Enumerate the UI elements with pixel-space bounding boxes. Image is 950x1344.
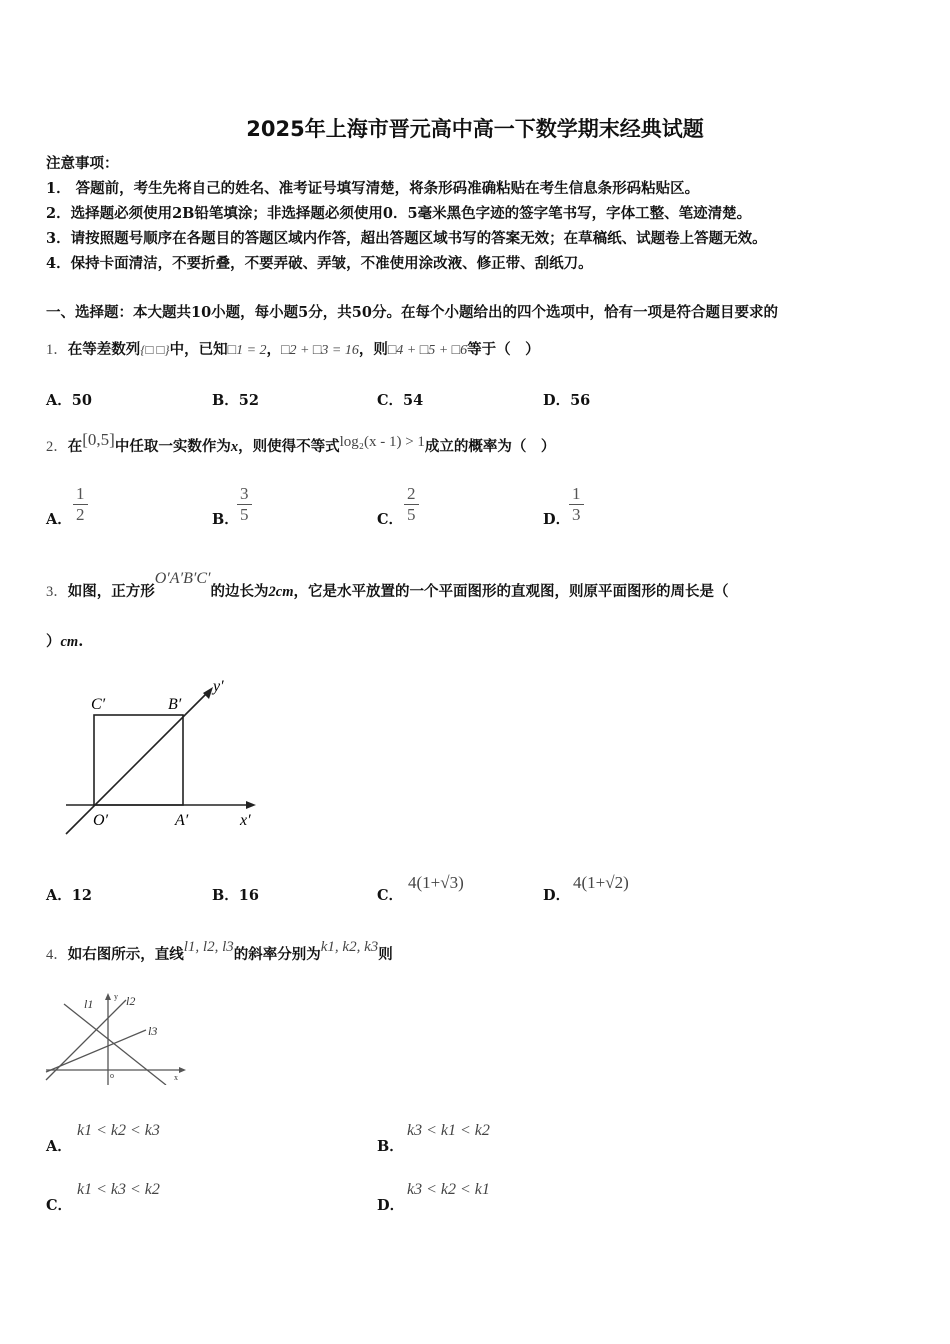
q3-text: 如图，正方形: [67, 583, 155, 600]
q4-text: 如右图所示，直线: [67, 946, 184, 963]
notice-item-2: 2．选择题必须使用2B铅笔填涂；非选择题必须使用0．5毫米黑色字迹的签字笔书写，字体工整、笔迹清楚。: [46, 205, 752, 222]
label-l3: l3: [148, 1024, 158, 1038]
q1-condition-2: □2 + □3 = 16: [281, 343, 359, 358]
q3-text-4: ）: [46, 633, 61, 650]
y-axis: [66, 690, 210, 834]
q4-option-c-label[interactable]: C．: [46, 1197, 73, 1214]
q3-unit: cm: [60, 634, 79, 650]
q1-sequence: {□ □}: [140, 342, 170, 357]
q3-figure: [60, 672, 270, 842]
q2-variable: x: [230, 439, 239, 455]
q2-option-d-label[interactable]: D．: [543, 511, 571, 528]
x-axis-arrow: [246, 801, 256, 809]
label-a: A′: [175, 812, 189, 829]
q3-period: .: [78, 633, 84, 650]
page-title: 2025年上海市晋元高中高一下数学期末经典试题: [246, 117, 704, 141]
q4-option-a-value[interactable]: k1 < k2 < k3: [77, 1122, 160, 1139]
q2-option-a-fraction[interactable]: $\frac{1}{2}$: [73, 484, 88, 525]
q1-text-2: 中，已知: [169, 341, 228, 358]
question-3-line-1: [46, 570, 729, 601]
q2-option-c-fraction[interactable]: $\frac{2}{5}$: [404, 484, 419, 525]
q4-option-d-value[interactable]: k3 < k2 < k1: [407, 1181, 490, 1198]
q3-text-3: ，它是水平放置的一个平面图形的直观图，则原平面图形的周长是（: [293, 583, 729, 600]
question-3-line-2: [46, 630, 83, 651]
label-c: C′: [91, 696, 106, 713]
notice-item-3: 3．请按照题号顺序在各题目的答题区域内作答，超出答题区域书写的答案无效；在草稿纸、试题卷上答题无效。: [46, 230, 767, 247]
label-y: y: [114, 992, 118, 1001]
q4-number: 4．: [46, 947, 68, 963]
q2-text-3: ，则使得不等式: [238, 438, 340, 455]
label-o: O′: [93, 812, 109, 829]
q1-text-4: 等于（ ）: [467, 341, 540, 358]
q2-interval: [0,5]: [82, 430, 115, 449]
q2-number: 2．: [46, 439, 68, 455]
q1-expression: □4 + □5 + □6: [387, 343, 468, 358]
q4-option-b-label[interactable]: B．: [377, 1138, 404, 1155]
q3-option-d-label[interactable]: D．: [543, 887, 571, 904]
notice-heading: 注意事项：: [46, 155, 119, 172]
q1-comma: ，: [266, 341, 282, 358]
question-4: [46, 939, 393, 964]
q1-option-a[interactable]: A．50: [46, 392, 92, 409]
notice-item-4: 4．保持卡面清洁，不要折叠，不要弄破、弄皱，不准使用涂改液、修正带、刮纸刀。: [46, 255, 593, 272]
q3-option-c-label[interactable]: C．: [377, 887, 404, 904]
line-l1: [64, 1004, 166, 1085]
q2-option-b-label[interactable]: B．: [212, 511, 239, 528]
q4-figure: [44, 990, 194, 1085]
q1-option-b[interactable]: B．52: [212, 392, 259, 409]
q1-option-c[interactable]: C．54: [377, 392, 424, 409]
x-axis-arrow: [179, 1067, 186, 1073]
q3-length: 2cm: [268, 584, 294, 600]
q3-text-2: 的边长为: [210, 583, 269, 600]
y-axis-arrow: [105, 993, 111, 1000]
label-x: x′: [240, 812, 251, 829]
q4-text-2: 的斜率分别为: [233, 946, 321, 963]
q3-option-a[interactable]: A．12: [46, 887, 92, 904]
question-2: [46, 430, 556, 456]
square-outline: [94, 715, 183, 805]
y-axis-arrow: [203, 687, 213, 699]
q4-option-d-label[interactable]: D．: [377, 1197, 405, 1214]
q4-option-a-label[interactable]: A．: [46, 1138, 72, 1155]
q4-text-3: 则: [378, 946, 393, 963]
q3-shape: O′A′B′C′: [154, 570, 211, 587]
q2-inequality: log₂(x - 1) > 1: [339, 434, 425, 450]
label-l1: l1: [84, 997, 94, 1011]
q1-condition-1: □1 = 2: [227, 343, 267, 358]
label-o: o: [110, 1071, 114, 1080]
line-l2: [46, 1000, 126, 1080]
q1-text: 在等差数列: [67, 341, 141, 358]
q4-lines: l1, l2, l3: [183, 939, 234, 955]
q2-text-2: 中任取一实数作为: [114, 438, 231, 455]
label-y: y′: [213, 678, 224, 695]
q2-option-a-label[interactable]: A．: [46, 511, 72, 528]
label-l2: l2: [126, 994, 136, 1008]
notice-item-1: 1． 答题前，考生先将自己的姓名、准考证号填写清楚，将条形码准确粘贴在考生信息条形码粘贴区。: [46, 180, 700, 197]
q4-slopes: k1, k2, k3: [320, 939, 379, 955]
label-b: B′: [168, 696, 182, 713]
section-heading: 一、选择题：本大题共10小题，每小题5分，共50分。在每个小题给出的四个选项中，恰有一项是符合题目要求的: [46, 304, 778, 321]
label-x: x: [174, 1073, 178, 1082]
q3-option-d-value[interactable]: 4(1+√2): [573, 873, 629, 892]
q3-option-b[interactable]: B．16: [212, 887, 259, 904]
q4-option-b-value[interactable]: k3 < k1 < k2: [407, 1122, 490, 1139]
q2-option-d-fraction[interactable]: $\frac{1}{3}$: [569, 484, 584, 525]
q4-option-c-value[interactable]: k1 < k3 < k2: [77, 1181, 160, 1198]
q2-text-4: 成立的概率为（ ）: [424, 438, 556, 455]
q3-option-c-value[interactable]: 4(1+√3): [408, 873, 464, 892]
q2-text: 在: [67, 438, 83, 455]
question-1: [46, 338, 540, 359]
q2-option-b-fraction[interactable]: $\frac{3}{5}$: [237, 484, 252, 525]
q3-number: 3．: [46, 584, 68, 600]
q1-number: 1．: [46, 342, 68, 358]
line-l3: [46, 1030, 146, 1072]
q1-option-d[interactable]: D．56: [543, 392, 591, 409]
q1-text-3: ，则: [358, 341, 388, 358]
q2-option-c-label[interactable]: C．: [377, 511, 404, 528]
